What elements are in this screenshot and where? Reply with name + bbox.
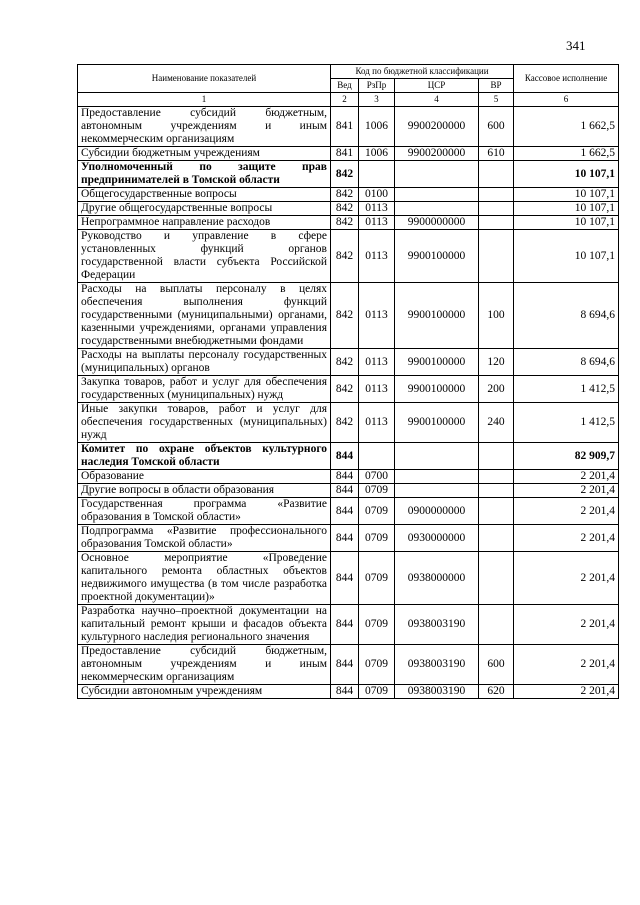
row-sum: 10 107,1 [514, 161, 619, 188]
row-ved: 842 [331, 216, 359, 230]
row-ved: 844 [331, 685, 359, 699]
row-name: Другие общегосударственные вопросы [78, 202, 331, 216]
row-ved: 841 [331, 147, 359, 161]
row-vr [479, 161, 514, 188]
table-row [78, 470, 619, 484]
row-name: Образование [78, 470, 331, 484]
table-row [78, 188, 619, 202]
row-csr: 0938000000 [395, 552, 479, 605]
row-sum: 1 412,5 [514, 403, 619, 443]
row-rzpr [359, 161, 395, 188]
row-vr: 610 [479, 147, 514, 161]
row-ved: 844 [331, 443, 359, 470]
row-rzpr: 0709 [359, 484, 395, 498]
row-name: Другие вопросы в области образования [78, 484, 331, 498]
row-sum: 10 107,1 [514, 216, 619, 230]
row-vr [479, 443, 514, 470]
row-name: Государственная программа «Развитие образования в Томской области» [78, 498, 331, 525]
row-rzpr [359, 443, 395, 470]
row-vr [479, 552, 514, 605]
row-csr [395, 161, 479, 188]
table-row [78, 605, 619, 645]
row-ved: 844 [331, 552, 359, 605]
row-csr: 0938003190 [395, 645, 479, 685]
row-vr: 200 [479, 376, 514, 403]
row-ved: 842 [331, 403, 359, 443]
row-csr: 0930000000 [395, 525, 479, 552]
row-ved: 844 [331, 645, 359, 685]
row-rzpr: 0100 [359, 188, 395, 202]
header-num-5: 5 [479, 93, 514, 107]
row-name: Уполномоченный по защите прав предпринимателей в Томской области [78, 161, 331, 188]
row-csr [395, 470, 479, 484]
table-row [78, 161, 619, 188]
row-vr: 100 [479, 283, 514, 349]
row-ved: 842 [331, 230, 359, 283]
row-sum: 2 201,4 [514, 498, 619, 525]
row-ved: 842 [331, 349, 359, 376]
row-sum: 10 107,1 [514, 188, 619, 202]
row-ved: 844 [331, 484, 359, 498]
row-vr [479, 605, 514, 645]
row-name: Субсидии бюджетным учреждениям [78, 147, 331, 161]
table-row [78, 283, 619, 349]
row-sum: 2 201,4 [514, 525, 619, 552]
table-row [78, 645, 619, 685]
header-num-4: 4 [395, 93, 479, 107]
row-rzpr: 0709 [359, 552, 395, 605]
row-csr: 9900200000 [395, 147, 479, 161]
row-name: Иные закупки товаров, работ и услуг для обеспечения государственных (муниципальных) нужд [78, 403, 331, 443]
table-row [78, 349, 619, 376]
row-rzpr: 0113 [359, 376, 395, 403]
table-row [78, 107, 619, 147]
row-csr: 0938003190 [395, 605, 479, 645]
table-row [78, 525, 619, 552]
header-num-2: 2 [331, 93, 359, 107]
row-sum: 2 201,4 [514, 605, 619, 645]
row-rzpr: 0700 [359, 470, 395, 484]
row-csr: 9900100000 [395, 376, 479, 403]
header-vr: ВР [479, 79, 514, 93]
header-num-6: 6 [514, 93, 619, 107]
table-row [78, 484, 619, 498]
row-name: Руководство и управление в сфере установленных функций органов государственной власти субъекта Российской Федерации [78, 230, 331, 283]
row-vr: 620 [479, 685, 514, 699]
table-row [78, 498, 619, 525]
table-row [78, 230, 619, 283]
row-rzpr: 0113 [359, 403, 395, 443]
row-csr: 9900100000 [395, 283, 479, 349]
header-csr: ЦСР [395, 79, 479, 93]
row-sum: 82 909,7 [514, 443, 619, 470]
row-name: Разработка научно–проектной документации на капитальный ремонт крыши и фасадов объекта культурного наследия регионального значения [78, 605, 331, 645]
row-vr: 120 [479, 349, 514, 376]
row-csr: 9900100000 [395, 349, 479, 376]
row-rzpr: 0709 [359, 525, 395, 552]
row-rzpr: 0113 [359, 283, 395, 349]
row-ved: 842 [331, 376, 359, 403]
row-ved: 844 [331, 470, 359, 484]
header-rzpr: РзПр [359, 79, 395, 93]
row-ved: 844 [331, 525, 359, 552]
table-row [78, 552, 619, 605]
row-ved: 842 [331, 283, 359, 349]
row-name: Расходы на выплаты персоналу государственных (муниципальных) органов [78, 349, 331, 376]
row-sum: 1 662,5 [514, 107, 619, 147]
row-sum: 2 201,4 [514, 470, 619, 484]
budget-table [77, 64, 619, 699]
row-csr: 9900000000 [395, 216, 479, 230]
row-sum: 10 107,1 [514, 230, 619, 283]
header-name: Наименование показателей [78, 65, 331, 93]
row-csr [395, 188, 479, 202]
row-name: Субсидии автономным учреждениям [78, 685, 331, 699]
row-ved: 844 [331, 605, 359, 645]
table-body [78, 107, 619, 699]
row-csr [395, 484, 479, 498]
row-vr [479, 484, 514, 498]
row-sum: 1 662,5 [514, 147, 619, 161]
row-rzpr: 0113 [359, 349, 395, 376]
row-rzpr: 1006 [359, 147, 395, 161]
row-name: Предоставление субсидий бюджетным, автономным учреждениям и иным некоммерческим организациям [78, 107, 331, 147]
table-row [78, 147, 619, 161]
row-name: Расходы на выплаты персоналу в целях обеспечения выполнения функций государственными (муниципальными) органами, казенными учреждениями, органами управления государственными внебюджетными фондами [78, 283, 331, 349]
header-num-3: 3 [359, 93, 395, 107]
row-sum: 8 694,6 [514, 283, 619, 349]
row-rzpr: 1006 [359, 107, 395, 147]
header-code-group: Код по бюджетной классификации [331, 65, 514, 79]
row-csr: 9900200000 [395, 107, 479, 147]
row-rzpr: 0709 [359, 685, 395, 699]
row-ved: 841 [331, 107, 359, 147]
header-exec: Кассовое исполнение [514, 65, 619, 93]
header-ved: Вед [331, 79, 359, 93]
row-vr [479, 470, 514, 484]
row-csr: 0900000000 [395, 498, 479, 525]
table-row [78, 403, 619, 443]
header-num-1: 1 [78, 93, 331, 107]
row-vr [479, 188, 514, 202]
table-row [78, 685, 619, 699]
row-sum: 8 694,6 [514, 349, 619, 376]
row-vr [479, 230, 514, 283]
row-vr [479, 216, 514, 230]
row-sum: 1 412,5 [514, 376, 619, 403]
row-sum: 2 201,4 [514, 685, 619, 699]
row-name: Предоставление субсидий бюджетным, автономным учреждениям и иным некоммерческим организациям [78, 645, 331, 685]
row-csr: 0938003190 [395, 685, 479, 699]
row-ved: 842 [331, 188, 359, 202]
table-row [78, 376, 619, 403]
row-vr [479, 202, 514, 216]
row-rzpr: 0709 [359, 498, 395, 525]
row-vr: 600 [479, 645, 514, 685]
table-row [78, 202, 619, 216]
row-sum: 10 107,1 [514, 202, 619, 216]
row-ved: 842 [331, 202, 359, 216]
row-vr: 600 [479, 107, 514, 147]
row-name: Подпрограмма «Развитие профессионального образования Томской области» [78, 525, 331, 552]
row-ved: 844 [331, 498, 359, 525]
row-vr [479, 525, 514, 552]
table-row [78, 443, 619, 470]
row-ved: 842 [331, 161, 359, 188]
row-rzpr: 0113 [359, 216, 395, 230]
row-name: Общегосударственные вопросы [78, 188, 331, 202]
row-rzpr: 0113 [359, 202, 395, 216]
row-csr: 9900100000 [395, 403, 479, 443]
row-name: Комитет по охране объектов культурного наследия Томской области [78, 443, 331, 470]
row-name: Закупка товаров, работ и услуг для обеспечения государственных (муниципальных) нужд [78, 376, 331, 403]
row-vr [479, 498, 514, 525]
row-vr: 240 [479, 403, 514, 443]
row-rzpr: 0709 [359, 645, 395, 685]
row-rzpr: 0113 [359, 230, 395, 283]
table-row [78, 216, 619, 230]
row-sum: 2 201,4 [514, 552, 619, 605]
row-sum: 2 201,4 [514, 484, 619, 498]
row-name: Основное мероприятие «Проведение капитального ремонта областных объектов недвижимого имущества (в том числе разработка проектной документации)» [78, 552, 331, 605]
row-rzpr: 0709 [359, 605, 395, 645]
row-csr [395, 202, 479, 216]
row-name: Непрограммное направление расходов [78, 216, 331, 230]
page-number: 341 [566, 38, 586, 53]
row-csr [395, 443, 479, 470]
row-sum: 2 201,4 [514, 645, 619, 685]
row-csr: 9900100000 [395, 230, 479, 283]
